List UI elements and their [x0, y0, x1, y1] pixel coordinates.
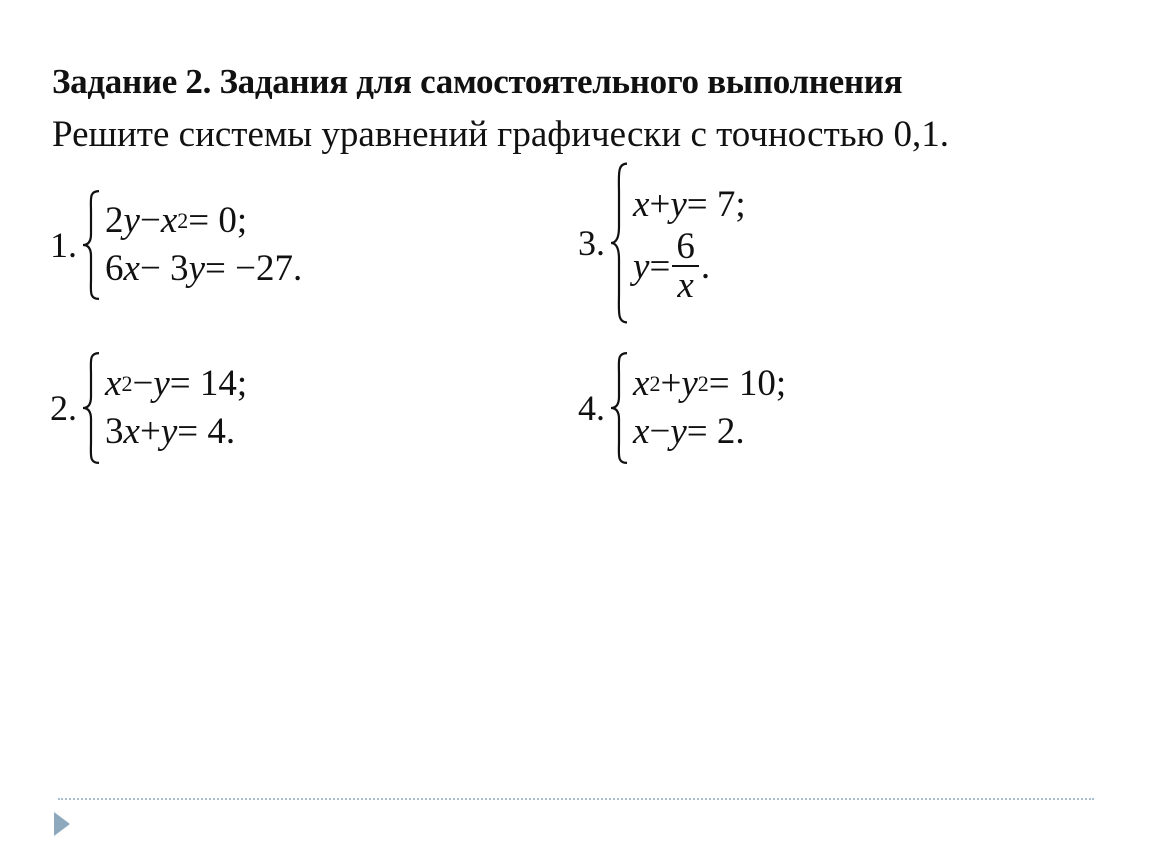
slide-divider — [58, 798, 1094, 800]
system-number: 2. — [50, 388, 77, 428]
task-instruction: Решите системы уравнений графически с точностью 0,1. — [52, 114, 950, 155]
equation-system-2 — [50, 352, 247, 464]
equation-1: x 2 − y = 14; — [105, 363, 248, 404]
equation-1: x + y = 7; — [633, 184, 746, 225]
system-number: 4. — [578, 388, 605, 428]
triangle-bullet-icon — [54, 812, 70, 836]
equation-2: 6 x − 3 y = −27. — [105, 248, 303, 289]
equation-2: x − y = 2. — [633, 411, 745, 452]
equation-system-4 — [578, 352, 786, 464]
equation-1: x 2 + y 2 = 10; — [633, 363, 787, 404]
left-brace-icon — [609, 352, 631, 464]
fraction-numerator: 6 — [672, 229, 699, 267]
fraction-denominator: x — [677, 265, 694, 306]
system-number: 1. — [50, 225, 77, 265]
equation-2: 3 x + y = 4. — [105, 411, 236, 452]
system-number: 3. — [578, 223, 605, 263]
fraction — [672, 226, 699, 306]
equation-system-3 — [578, 162, 746, 324]
equation-1: 2 y − x 2 = 0; — [105, 200, 248, 241]
left-brace-icon — [81, 352, 103, 464]
left-brace-icon — [81, 190, 103, 300]
equation-2: y = $\frac{6}{x}$ . — [633, 226, 711, 306]
equation-system-1 — [50, 190, 302, 300]
left-brace-icon — [609, 162, 631, 324]
task-title: Задание 2. Задания для самостоятельного выполнения — [52, 62, 903, 101]
